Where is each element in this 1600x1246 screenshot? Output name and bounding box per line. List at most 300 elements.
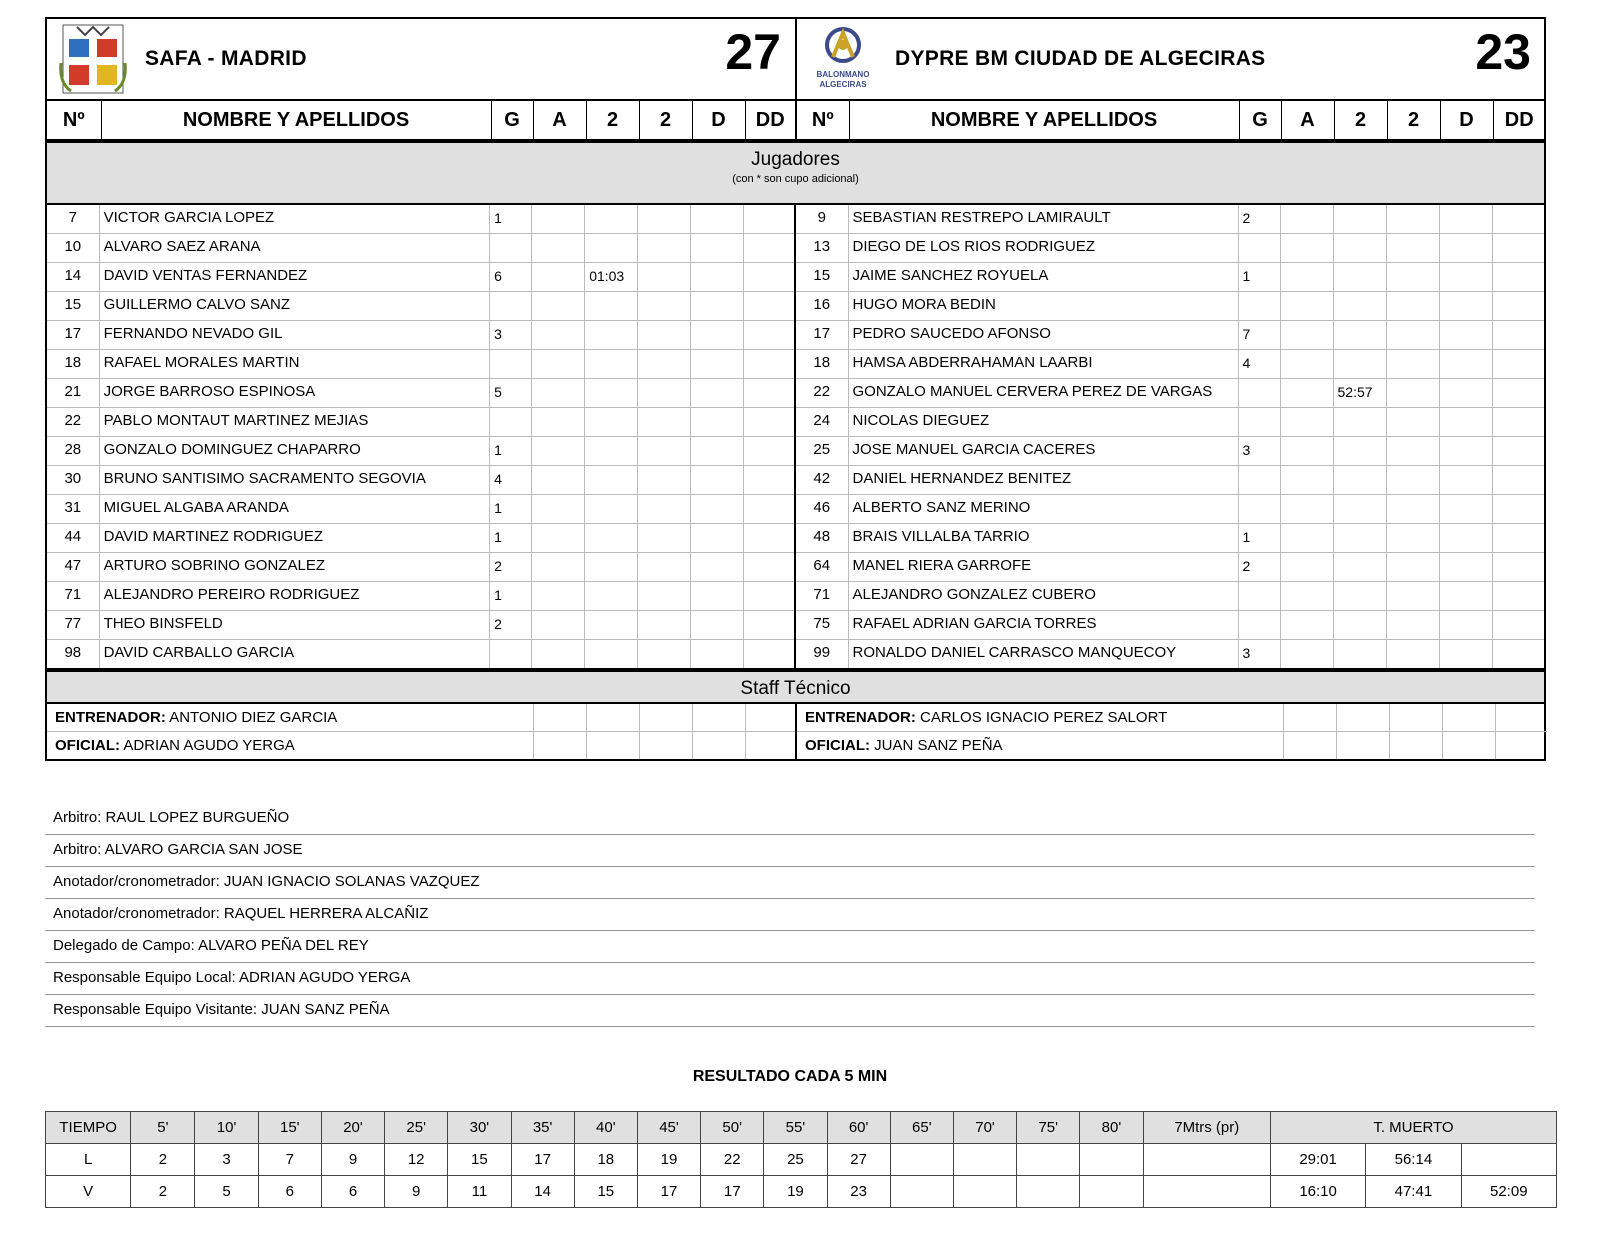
player-warning — [1280, 234, 1333, 263]
home-team — [47, 19, 795, 141]
player-name: JOSE MANUEL GARCIA CACERES — [848, 437, 1238, 466]
player-number: 13 — [796, 234, 848, 263]
player-name: DIEGO DE LOS RIOS RODRIGUEZ — [848, 234, 1238, 263]
player-warning — [532, 321, 585, 350]
player-warning — [532, 611, 585, 640]
player-goals: 2 — [1238, 205, 1280, 234]
player-goals: 3 — [1238, 640, 1280, 669]
player-goals: 1 — [490, 524, 532, 553]
away-staff-table — [797, 704, 1547, 759]
staff-empty-cell — [586, 732, 639, 760]
away-players-table — [796, 205, 1544, 668]
player-disqualification-report — [744, 379, 794, 408]
player-disqualification — [691, 553, 744, 582]
staff-empty-cell — [745, 704, 795, 732]
staff-cell — [47, 704, 533, 732]
away-logo-text-top: BALONMANO — [816, 70, 870, 79]
player-disqualification — [691, 495, 744, 524]
player-disqualification-report — [1492, 379, 1544, 408]
progress-header-cell: 5' — [131, 1112, 195, 1144]
col-disqualification-report: DD — [745, 101, 795, 140]
player-disqualification-report — [1492, 234, 1544, 263]
progress-header-cell: 55' — [764, 1112, 827, 1144]
player-goals: 3 — [1238, 437, 1280, 466]
player-suspension-2 — [638, 466, 691, 495]
player-disqualification-report — [744, 234, 794, 263]
away-columns-header — [797, 101, 1545, 141]
player-number: 75 — [796, 611, 848, 640]
player-goals — [1238, 582, 1280, 611]
player-name: ALBERTO SANZ MERINO — [848, 495, 1238, 524]
official-row: Arbitro: RAUL LOPEZ BURGUEÑO — [45, 803, 1535, 835]
progress-team-label: V — [46, 1176, 131, 1208]
player-disqualification-report — [1492, 205, 1544, 234]
staff-row — [47, 732, 795, 760]
staff-section — [45, 704, 1546, 761]
player-number: 24 — [796, 408, 848, 437]
player-suspension-1 — [1333, 408, 1386, 437]
progress-header-cell: 50' — [701, 1112, 764, 1144]
player-row — [796, 234, 1544, 263]
player-row — [796, 553, 1544, 582]
progress-row — [46, 1144, 1557, 1176]
player-goals: 2 — [490, 553, 532, 582]
player-row — [796, 640, 1544, 669]
player-disqualification-report — [1492, 408, 1544, 437]
player-warning — [532, 524, 585, 553]
player-disqualification — [691, 524, 744, 553]
player-name: DAVID MARTINEZ RODRIGUEZ — [99, 524, 490, 553]
player-suspension-1 — [1333, 234, 1386, 263]
player-disqualification — [1439, 466, 1492, 495]
staff-role: ENTRENADOR: — [805, 709, 916, 726]
player-suspension-1 — [585, 611, 638, 640]
player-goals — [490, 350, 532, 379]
player-suspension-1 — [585, 437, 638, 466]
progress-score-cell: 15 — [574, 1176, 637, 1208]
player-goals: 1 — [490, 437, 532, 466]
progress-header-cell: 35' — [511, 1112, 574, 1144]
staff-empty-cell — [1283, 704, 1336, 732]
player-warning — [1280, 553, 1333, 582]
player-disqualification-report — [1492, 263, 1544, 292]
staff-empty-cell — [1389, 732, 1442, 760]
progress-header-cell: 20' — [321, 1112, 384, 1144]
timeout-cell: 52:09 — [1461, 1176, 1556, 1208]
player-disqualification-report — [744, 205, 794, 234]
staff-row — [797, 732, 1547, 760]
staff-empty-cell — [692, 732, 745, 760]
player-disqualification-report — [744, 408, 794, 437]
home-players-table — [47, 205, 794, 668]
progress-score-cell: 17 — [701, 1176, 764, 1208]
player-disqualification — [1439, 205, 1492, 234]
player-suspension-1 — [1333, 350, 1386, 379]
player-disqualification-report — [1492, 437, 1544, 466]
staff-role: ENTRENADOR: — [55, 709, 166, 726]
player-row — [796, 321, 1544, 350]
staff-name: ANTONIO DIEZ GARCIA — [169, 709, 338, 726]
progress-score-cell: 3 — [195, 1144, 258, 1176]
player-warning — [1280, 611, 1333, 640]
player-number: 98 — [47, 640, 99, 669]
col-name: NOMBRE Y APELLIDOS — [849, 101, 1239, 140]
player-row — [47, 379, 794, 408]
player-name: ALEJANDRO PEREIRO RODRIGUEZ — [99, 582, 490, 611]
player-disqualification — [1439, 553, 1492, 582]
timeout-cell: 29:01 — [1270, 1144, 1365, 1176]
player-name: VICTOR GARCIA LOPEZ — [99, 205, 490, 234]
progress-score-cell: 27 — [827, 1144, 890, 1176]
progress-score-cell: 19 — [637, 1144, 700, 1176]
col-goals: G — [491, 101, 533, 140]
col-number: Nº — [47, 101, 101, 140]
match-sheet — [45, 17, 1546, 761]
player-row — [796, 350, 1544, 379]
player-suspension-1 — [585, 379, 638, 408]
player-goals: 3 — [490, 321, 532, 350]
player-row — [47, 582, 794, 611]
home-staff — [47, 704, 795, 759]
player-number: 71 — [796, 582, 848, 611]
player-number: 14 — [47, 263, 99, 292]
player-name: GONZALO MANUEL CERVERA PEREZ DE VARGAS — [848, 379, 1238, 408]
timeout-cell: 56:14 — [1366, 1144, 1461, 1176]
player-warning — [532, 263, 585, 292]
player-warning — [1280, 350, 1333, 379]
player-disqualification — [1439, 495, 1492, 524]
player-name: SEBASTIAN RESTREPO LAMIRAULT — [848, 205, 1238, 234]
player-suspension-1 — [585, 553, 638, 582]
player-disqualification-report — [744, 611, 794, 640]
progress-header-cell: 60' — [827, 1112, 890, 1144]
progress-score-cell: 5 — [195, 1176, 258, 1208]
progress-score-cell: 18 — [574, 1144, 637, 1176]
home-crest-icon — [57, 23, 129, 95]
player-disqualification-report — [744, 263, 794, 292]
player-disqualification — [691, 350, 744, 379]
progress-score-cell: 9 — [321, 1144, 384, 1176]
teams-header — [45, 17, 1546, 143]
staff-row — [797, 704, 1547, 732]
player-warning — [532, 437, 585, 466]
player-disqualification-report — [1492, 611, 1544, 640]
player-suspension-1 — [585, 640, 638, 669]
player-suspension-2 — [1386, 553, 1439, 582]
player-goals: 1 — [1238, 263, 1280, 292]
player-row — [796, 292, 1544, 321]
player-row — [47, 495, 794, 524]
player-suspension-2 — [638, 582, 691, 611]
player-row — [796, 437, 1544, 466]
player-disqualification — [1439, 408, 1492, 437]
player-disqualification-report — [744, 524, 794, 553]
away-logo-text-bottom: ALGECIRAS — [819, 80, 867, 89]
player-warning — [1280, 640, 1333, 669]
player-suspension-2 — [638, 234, 691, 263]
player-disqualification — [691, 611, 744, 640]
progress-header-cell: 25' — [385, 1112, 448, 1144]
player-disqualification-report — [744, 495, 794, 524]
player-disqualification-report — [744, 553, 794, 582]
player-suspension-1: 52:57 — [1333, 379, 1386, 408]
player-name: PABLO MONTAUT MARTINEZ MEJIAS — [99, 408, 490, 437]
player-disqualification-report — [1492, 495, 1544, 524]
player-suspension-2 — [1386, 524, 1439, 553]
col-disqualification: D — [692, 101, 745, 140]
away-crest-icon — [807, 23, 879, 95]
progress-score-cell: 25 — [764, 1144, 827, 1176]
player-number: 17 — [47, 321, 99, 350]
player-disqualification-report — [744, 350, 794, 379]
player-disqualification-report — [744, 321, 794, 350]
player-suspension-1 — [585, 292, 638, 321]
player-warning — [532, 640, 585, 669]
player-suspension-1 — [585, 466, 638, 495]
player-suspension-1 — [585, 495, 638, 524]
col-number: Nº — [797, 101, 849, 140]
player-row — [47, 263, 794, 292]
player-suspension-2 — [1386, 466, 1439, 495]
player-suspension-1 — [1333, 466, 1386, 495]
player-suspension-2 — [1386, 611, 1439, 640]
player-suspension-2 — [638, 379, 691, 408]
player-number: 71 — [47, 582, 99, 611]
player-goals — [490, 292, 532, 321]
progress-title: RESULTADO CADA 5 MIN — [692, 1068, 888, 1085]
staff-empty-cell — [1336, 704, 1389, 732]
progress-header-cell: 80' — [1080, 1112, 1143, 1144]
player-suspension-2 — [1386, 234, 1439, 263]
player-goals: 4 — [490, 466, 532, 495]
player-suspension-2 — [638, 263, 691, 292]
player-number: 44 — [47, 524, 99, 553]
player-suspension-1 — [1333, 495, 1386, 524]
away-players — [794, 205, 1546, 670]
progress-score-cell — [890, 1176, 953, 1208]
player-suspension-1 — [1333, 437, 1386, 466]
progress-row — [46, 1176, 1557, 1208]
player-name: DANIEL HERNANDEZ BENITEZ — [848, 466, 1238, 495]
staff-empty-cell — [1495, 704, 1547, 732]
official-row: Responsable Equipo Visitante: JUAN SANZ PEÑA — [45, 995, 1535, 1027]
player-number: 17 — [796, 321, 848, 350]
player-name: BRUNO SANTISIMO SACRAMENTO SEGOVIA — [99, 466, 490, 495]
player-warning — [1280, 321, 1333, 350]
player-warning — [1280, 437, 1333, 466]
player-warning — [1280, 379, 1333, 408]
player-warning — [1280, 263, 1333, 292]
player-suspension-2 — [1386, 350, 1439, 379]
staff-empty-cell — [639, 732, 692, 760]
player-name: ARTURO SOBRINO GONZALEZ — [99, 553, 490, 582]
progress-score-cell: 2 — [131, 1144, 195, 1176]
staff-empty-cell — [533, 704, 586, 732]
player-row — [796, 408, 1544, 437]
player-disqualification-report — [1492, 321, 1544, 350]
player-suspension-1 — [1333, 524, 1386, 553]
player-suspension-2 — [1386, 263, 1439, 292]
away-staff — [795, 704, 1547, 759]
progress-team-label: L — [46, 1144, 131, 1176]
progress-score-cell: 2 — [131, 1176, 195, 1208]
player-number: 28 — [47, 437, 99, 466]
player-disqualification — [1439, 379, 1492, 408]
col-suspension-1: 2 — [586, 101, 639, 140]
player-suspension-2 — [1386, 437, 1439, 466]
progress-header-cell: 15' — [258, 1112, 321, 1144]
player-disqualification — [691, 379, 744, 408]
player-disqualification-report — [1492, 466, 1544, 495]
staff-empty-cell — [1389, 704, 1442, 732]
player-suspension-1 — [1333, 611, 1386, 640]
player-warning — [1280, 466, 1333, 495]
player-name: RAFAEL MORALES MARTIN — [99, 350, 490, 379]
player-suspension-2 — [1386, 321, 1439, 350]
player-row — [796, 466, 1544, 495]
player-goals — [1238, 466, 1280, 495]
player-disqualification — [691, 437, 744, 466]
player-suspension-1 — [1333, 553, 1386, 582]
home-players — [45, 205, 794, 670]
player-goals: 5 — [490, 379, 532, 408]
player-name: HAMSA ABDERRAHAMAN LAARBI — [848, 350, 1238, 379]
player-number: 46 — [796, 495, 848, 524]
player-warning — [1280, 292, 1333, 321]
player-disqualification-report — [744, 582, 794, 611]
player-goals: 2 — [490, 611, 532, 640]
player-number: 22 — [796, 379, 848, 408]
player-suspension-1 — [585, 408, 638, 437]
player-goals — [490, 408, 532, 437]
player-number: 99 — [796, 640, 848, 669]
official-row: Arbitro: ALVARO GARCIA SAN JOSE — [45, 835, 1535, 867]
player-suspension-2 — [638, 640, 691, 669]
officials-list — [45, 803, 1535, 1027]
staff-band-title: Staff Técnico — [740, 678, 851, 699]
player-disqualification — [691, 292, 744, 321]
player-disqualification — [1439, 350, 1492, 379]
official-row: Responsable Equipo Local: ADRIAN AGUDO YERGA — [45, 963, 1535, 995]
player-number: 9 — [796, 205, 848, 234]
progress-header-cell: 7Mtrs (pr) — [1143, 1112, 1270, 1144]
player-suspension-1 — [585, 205, 638, 234]
staff-empty-cell — [533, 732, 586, 760]
progress-score-cell — [890, 1144, 953, 1176]
player-suspension-2 — [638, 321, 691, 350]
staff-empty-cell — [1283, 732, 1336, 760]
player-number: 25 — [796, 437, 848, 466]
player-goals: 1 — [490, 205, 532, 234]
staff-empty-cell — [639, 704, 692, 732]
player-row — [47, 205, 794, 234]
progress-header-cell: 45' — [637, 1112, 700, 1144]
player-disqualification-report — [744, 640, 794, 669]
away-team-header — [797, 19, 1545, 101]
staff-role: OFICIAL: — [805, 737, 870, 754]
player-disqualification — [691, 582, 744, 611]
player-disqualification-report — [1492, 524, 1544, 553]
progress-header-cell: 10' — [195, 1112, 258, 1144]
progress-score-cell: 22 — [701, 1144, 764, 1176]
col-suspension-2: 2 — [1387, 101, 1440, 140]
staff-cell — [797, 704, 1283, 732]
player-name: MIGUEL ALGABA ARANDA — [99, 495, 490, 524]
progress-score-cell — [1143, 1144, 1270, 1176]
progress-score-cell: 6 — [321, 1176, 384, 1208]
player-disqualification — [1439, 437, 1492, 466]
player-disqualification-report — [1492, 640, 1544, 669]
col-disqualification: D — [1440, 101, 1493, 140]
progress-score-cell: 17 — [511, 1144, 574, 1176]
player-goals: 6 — [490, 263, 532, 292]
staff-cell — [47, 732, 533, 760]
staff-empty-cell — [692, 704, 745, 732]
staff-empty-cell — [1442, 732, 1495, 760]
away-team-name: DYPRE BM CIUDAD DE ALGECIRAS — [895, 47, 1266, 70]
player-disqualification — [691, 205, 744, 234]
progress-score-cell: 11 — [448, 1176, 511, 1208]
player-name: DAVID CARBALLO GARCIA — [99, 640, 490, 669]
player-row — [47, 611, 794, 640]
player-row — [47, 437, 794, 466]
player-row — [796, 495, 1544, 524]
player-number: 16 — [796, 292, 848, 321]
player-number: 31 — [47, 495, 99, 524]
player-warning — [1280, 205, 1333, 234]
player-suspension-2 — [1386, 495, 1439, 524]
player-number: 30 — [47, 466, 99, 495]
timeout-cell — [1461, 1144, 1556, 1176]
player-suspension-1 — [1333, 205, 1386, 234]
player-warning — [1280, 408, 1333, 437]
home-score: 27 — [725, 24, 781, 80]
player-disqualification-report — [1492, 350, 1544, 379]
player-number: 18 — [47, 350, 99, 379]
staff-empty-cell — [1336, 732, 1389, 760]
official-row: Anotador/cronometrador: RAQUEL HERRERA ALCAÑIZ — [45, 899, 1535, 931]
player-disqualification — [691, 640, 744, 669]
home-columns-header — [47, 101, 795, 141]
progress-header-cell: 40' — [574, 1112, 637, 1144]
progress-score-cell: 23 — [827, 1176, 890, 1208]
progress-score-cell — [1143, 1176, 1270, 1208]
player-suspension-1 — [1333, 321, 1386, 350]
player-warning — [532, 582, 585, 611]
col-suspension-1: 2 — [1334, 101, 1387, 140]
staff-name: ADRIAN AGUDO YERGA — [123, 737, 295, 754]
player-goals: 2 — [1238, 553, 1280, 582]
player-number: 42 — [796, 466, 848, 495]
away-score: 23 — [1475, 24, 1531, 80]
player-name: JAIME SANCHEZ ROYUELA — [848, 263, 1238, 292]
player-goals: 1 — [490, 582, 532, 611]
player-goals — [1238, 292, 1280, 321]
player-row — [796, 205, 1544, 234]
player-suspension-2 — [638, 611, 691, 640]
player-suspension-2 — [638, 553, 691, 582]
player-goals — [490, 234, 532, 263]
home-staff-table — [47, 704, 795, 759]
player-number: 21 — [47, 379, 99, 408]
player-suspension-2 — [1386, 205, 1439, 234]
player-warning — [532, 350, 585, 379]
player-row — [47, 524, 794, 553]
player-suspension-2 — [1386, 640, 1439, 669]
progress-score-cell: 14 — [511, 1176, 574, 1208]
col-warning: A — [533, 101, 586, 140]
player-disqualification-report — [1492, 553, 1544, 582]
